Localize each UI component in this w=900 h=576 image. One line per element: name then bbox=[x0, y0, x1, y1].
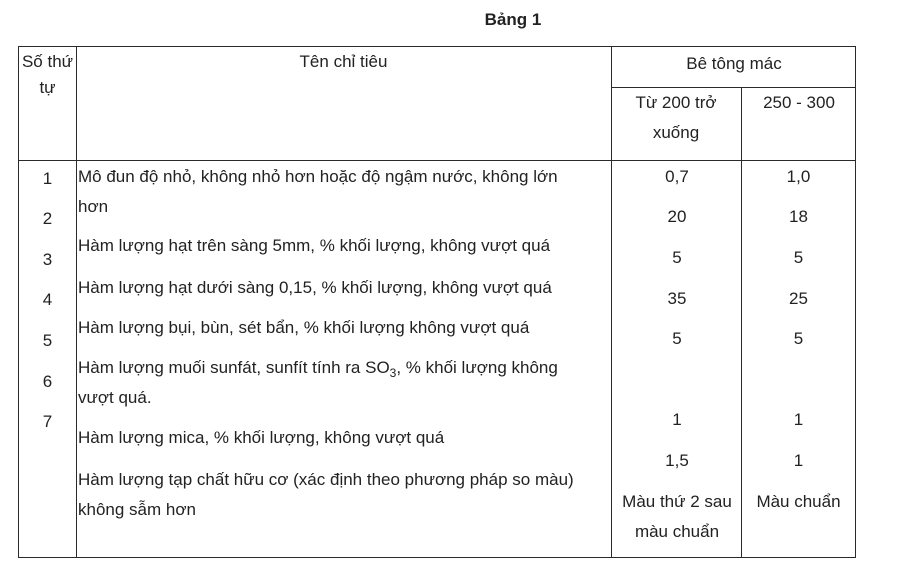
value-col1-color: Màu thứ 2 sau màu chuẩn bbox=[622, 492, 732, 541]
value-col2-color: Màu chuẩn bbox=[756, 492, 841, 511]
header-group: Bê tông mác bbox=[686, 54, 782, 73]
row-number: 5 bbox=[42, 331, 53, 350]
value-col2: 1,0 bbox=[786, 167, 811, 186]
value-col1: 1 bbox=[672, 410, 682, 429]
header-stt: Số thứ tự bbox=[21, 52, 74, 97]
row-description: Hàm lượng hạt trên sàng 5mm, % khối lượng, không vượt quá bbox=[78, 236, 551, 255]
specification-table bbox=[18, 46, 856, 558]
header-col1: Từ 200 trở xuống bbox=[635, 93, 717, 142]
header-divider bbox=[19, 160, 855, 161]
value-col2: 5 bbox=[793, 329, 804, 348]
row-description: Mô đun độ nhỏ, không nhỏ hơn hoặc độ ngậm nước, không lớn hơn bbox=[78, 167, 558, 216]
value-col2: 1 bbox=[793, 410, 804, 429]
column-divider bbox=[76, 47, 77, 557]
value-col1: 1,5 bbox=[665, 451, 689, 470]
value-col2: 25 bbox=[789, 289, 808, 308]
row-number: 3 bbox=[42, 250, 53, 269]
value-col1: 5 bbox=[672, 248, 682, 267]
row-description: Hàm lượng muối sunfát, sunfít tính ra $SO_3$, % khối lượng không vượt quá. bbox=[78, 358, 558, 407]
row-description: Hàm lượng hạt dưới sàng 0,15, % khối lượng, không vượt quá bbox=[78, 278, 552, 297]
value-col2: 18 bbox=[789, 207, 808, 226]
row-description: Hàm lượng tạp chất hữu cơ (xác định theo phương pháp so màu) không sẫm hơn bbox=[78, 470, 574, 519]
row-number: 1 bbox=[42, 169, 53, 188]
row-number: 6 bbox=[42, 372, 53, 391]
value-col2: 1 bbox=[793, 451, 804, 470]
header-col2: 250 - 300 bbox=[763, 93, 835, 112]
row-number: 4 bbox=[42, 290, 53, 309]
header-name: Tên chỉ tiêu bbox=[299, 52, 388, 71]
value-col1: 20 bbox=[667, 207, 687, 226]
table-title: Bảng 1 bbox=[484, 10, 542, 29]
value-col1: 5 bbox=[672, 329, 682, 348]
row-description: Hàm lượng mica, % khối lượng, không vượt quá bbox=[78, 428, 445, 447]
row-number: 7 bbox=[42, 412, 53, 431]
value-col1: 0,7 bbox=[665, 167, 689, 186]
value-col1: 35 bbox=[667, 289, 687, 308]
row-description: Hàm lượng bụi, bùn, sét bẩn, % khối lượng không vượt quá bbox=[78, 318, 530, 337]
value-col2: 5 bbox=[793, 248, 804, 267]
row-number: 2 bbox=[42, 209, 53, 228]
